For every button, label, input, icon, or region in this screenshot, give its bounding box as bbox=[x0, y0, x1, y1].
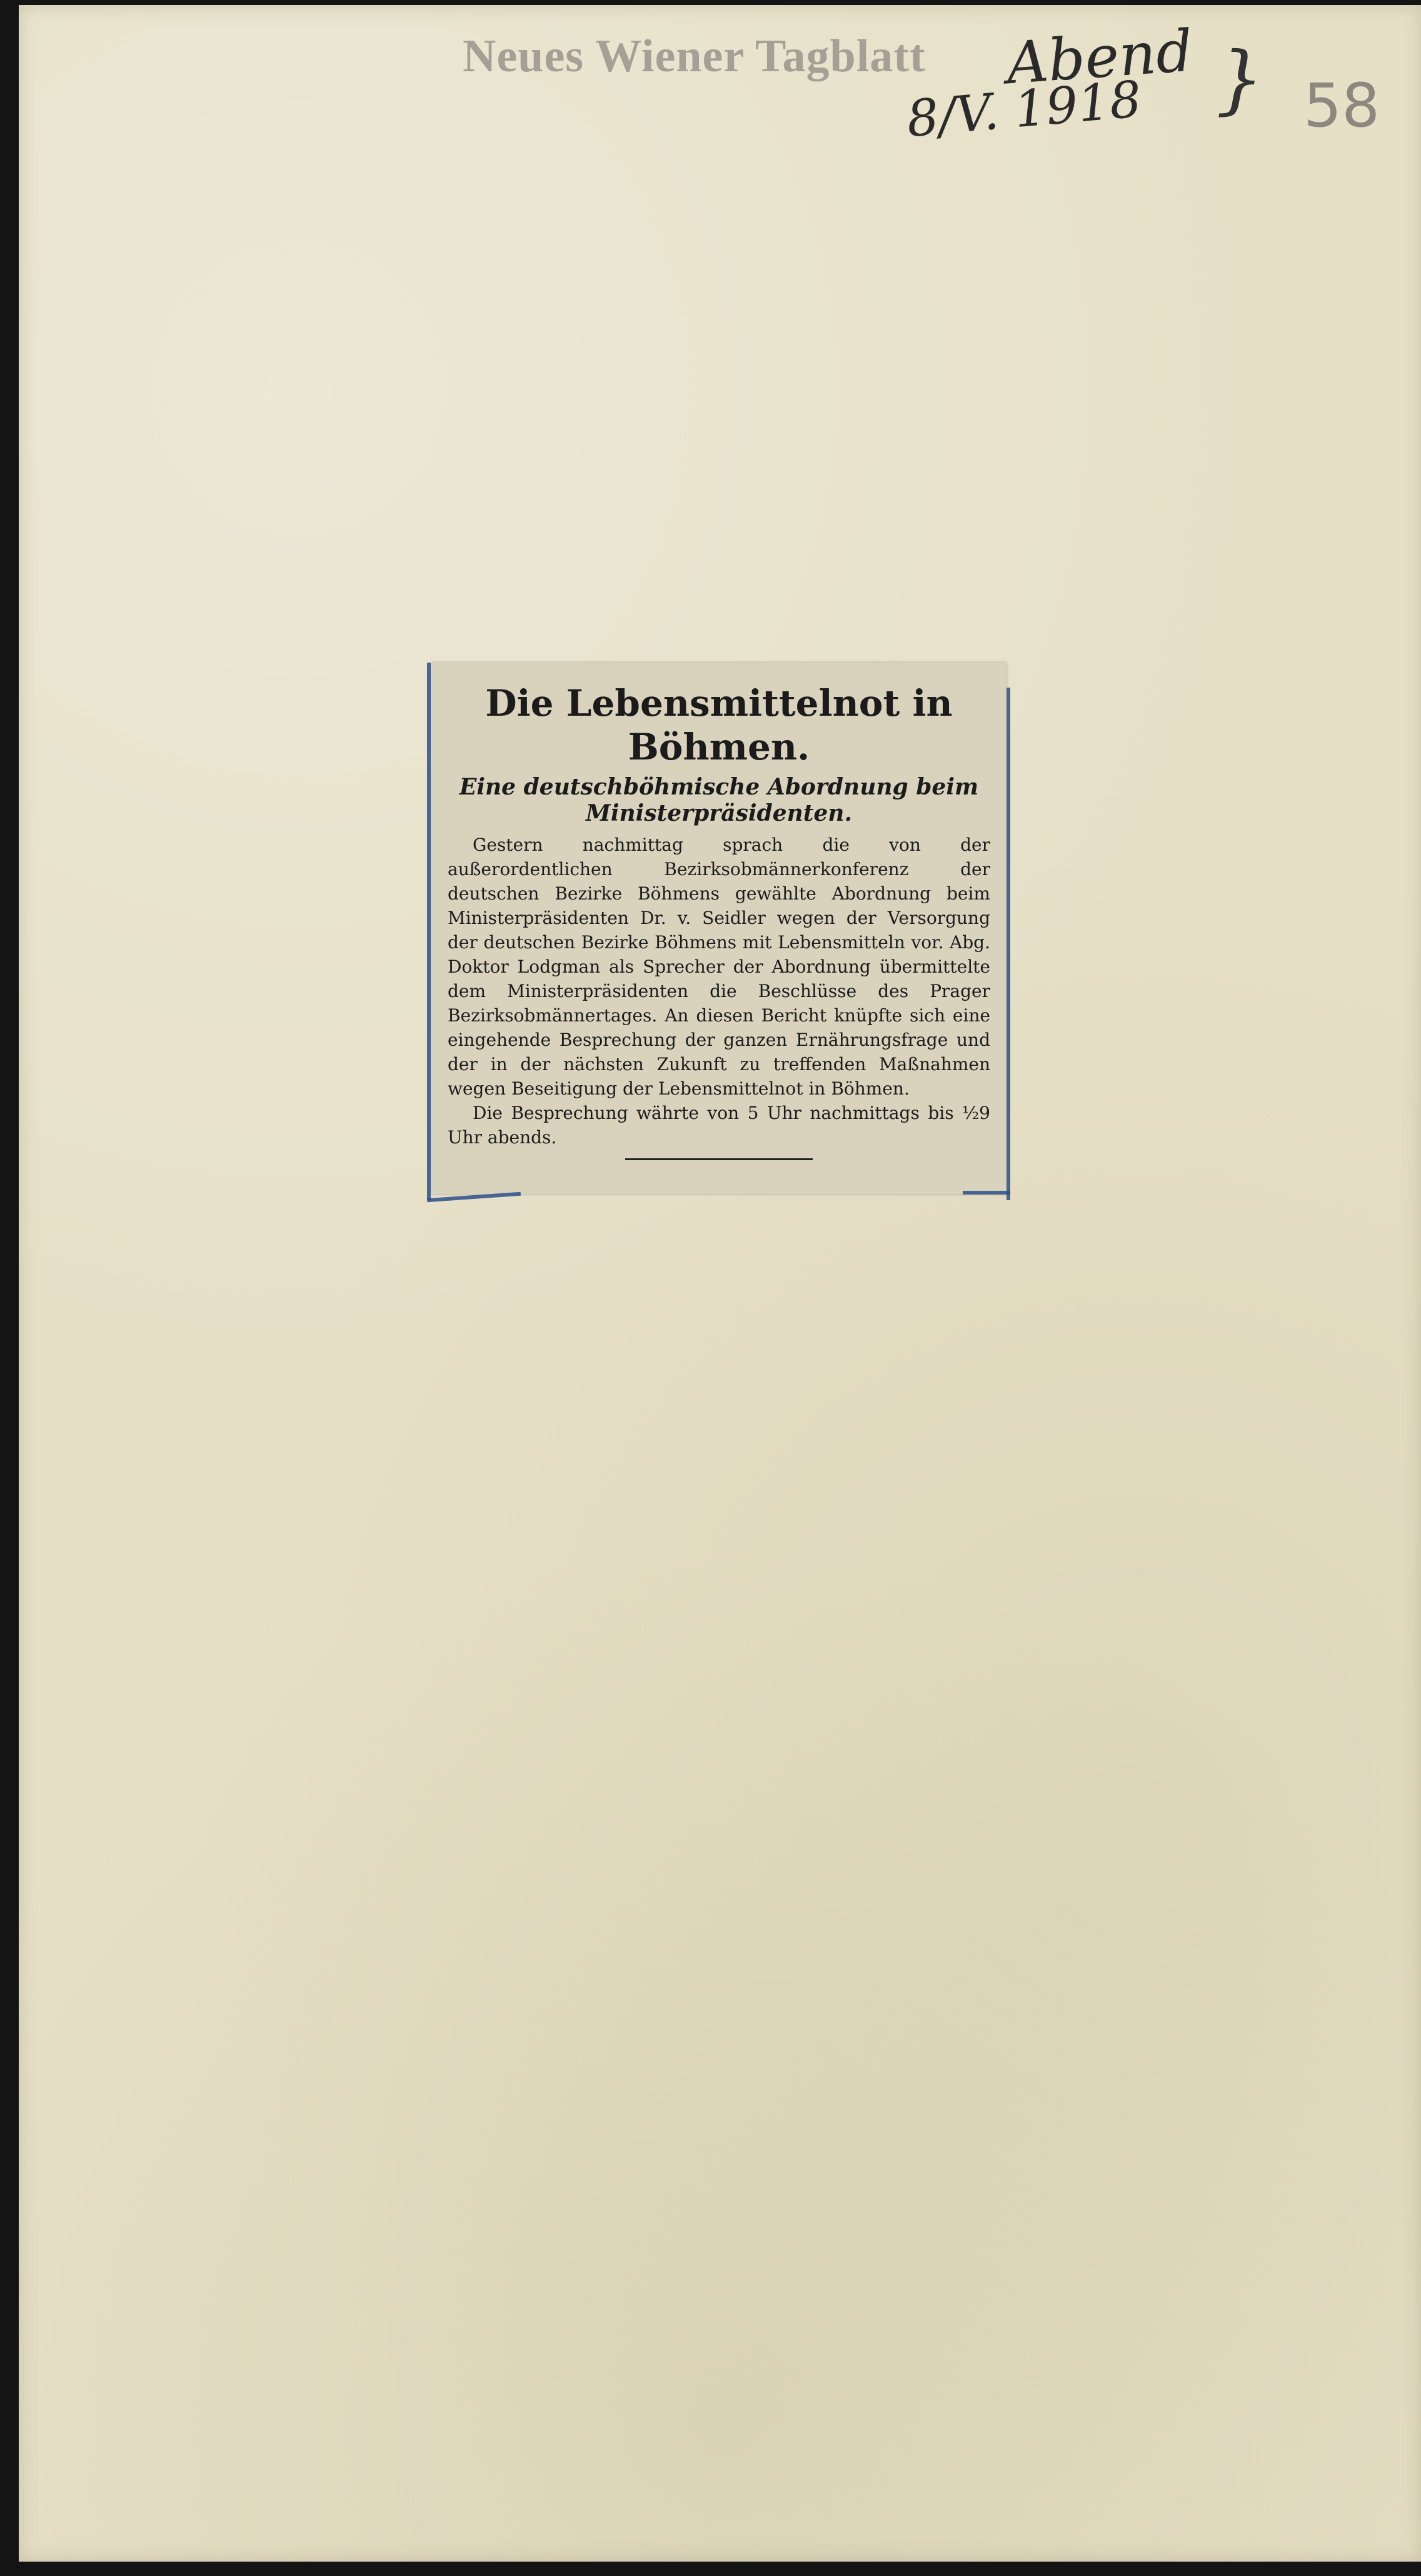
clipping-title: Die Lebensmittelnot in Böhmen. bbox=[485, 682, 953, 768]
blue-pencil-mark bbox=[1007, 688, 1010, 1200]
archive-sheet bbox=[19, 5, 1421, 2562]
folio-number: 58 bbox=[1303, 71, 1380, 141]
clipping-subtitle: Eine deutschböhmische Abordnung beim Ministerpräsidenten. bbox=[459, 774, 979, 826]
clipping-paragraph: Die Besprechung währte von 5 Uhr nachmittags bis ½9 Uhr abends. bbox=[448, 1103, 990, 1148]
blue-pencil-mark bbox=[427, 663, 431, 1200]
handwritten-bracket: } bbox=[1216, 36, 1264, 123]
handwritten-edition: Abend bbox=[1004, 17, 1195, 98]
handwritten-date: 8/V. 1918 bbox=[904, 69, 1144, 149]
newspaper-stamp: Neues Wiener Tagblatt bbox=[463, 31, 926, 82]
newspaper-clipping bbox=[431, 663, 1007, 1194]
blue-pencil-mark bbox=[963, 1191, 1010, 1195]
clipping-rule bbox=[625, 1158, 813, 1160]
clipping-paragraph: Gestern nachmittag sprach die von der außerordentlichen Bezirksobmännerkonferenz der deutschen Bezirke Böhmens gewählte Abordnung beim Ministerpräsidenten Dr. v. Seidler wegen der Versorgung der deutschen Bezirke Böhmens mit Lebensmitteln vor. Abg. Doktor Lodgman als Sprecher der Abordnung übermittelte dem Ministerpräsidenten die Beschlüsse des Prager Bezirksobmännertages. An diesen Bericht knüpfte sich eine eingehende Besprechung der ganzen Ernährungsfrage und der in der nächsten Zukunft zu treffenden Maßnahmen wegen Beseitigung der Lebensmittelnot in Böhmen. bbox=[448, 834, 990, 1099]
